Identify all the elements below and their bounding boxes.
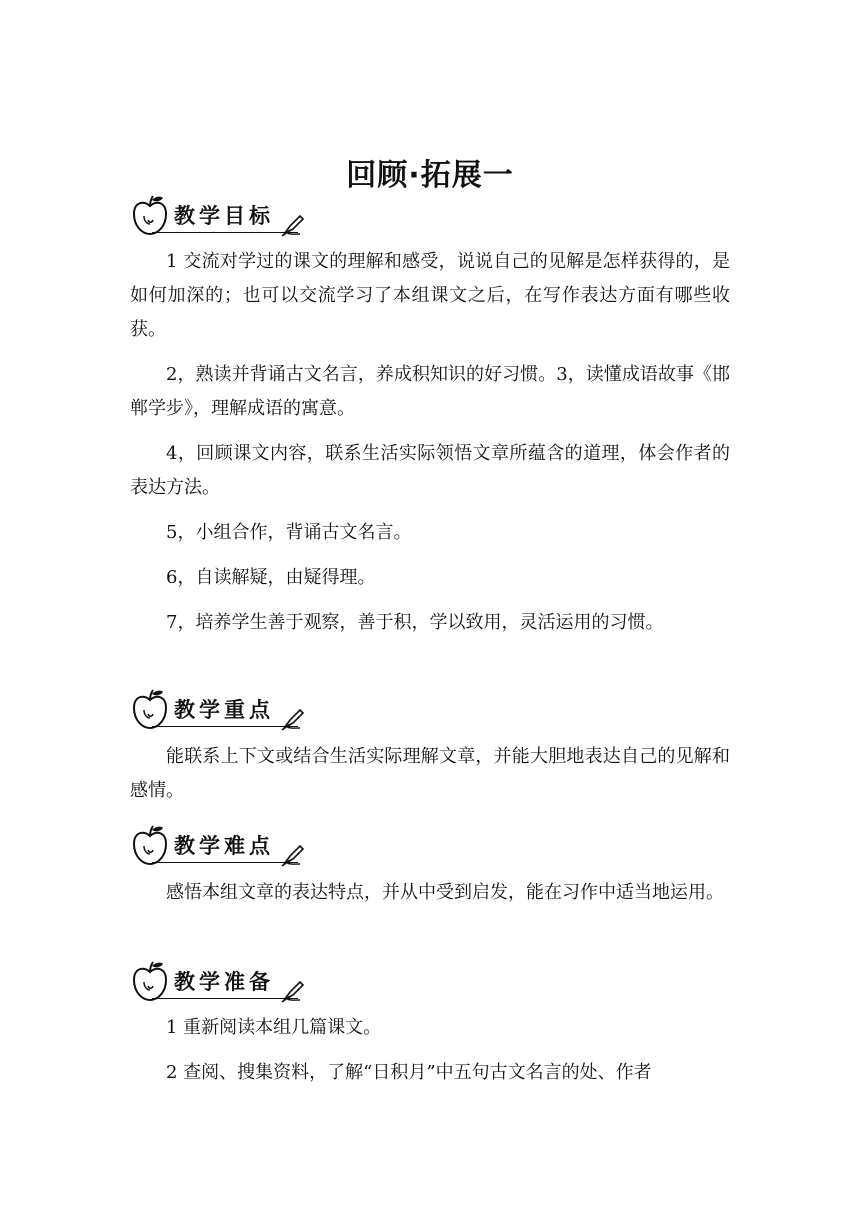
heading-underline [152, 232, 298, 233]
pen-icon [280, 978, 306, 1004]
paragraph: 7，培养学生善于观察，善于积，学以致用，灵活运用的习惯。 [166, 612, 664, 633]
paragraph: 4，回顾课文内容，联系生活实际领悟文章所蕴含的道理，体会作者的表达方法。 [130, 443, 730, 498]
heading-underline [152, 998, 298, 999]
paragraph: 6，自读解疑，由疑得理。 [166, 567, 376, 588]
section-heading-preparation [130, 960, 320, 1006]
page-title: 回顾·拓展一 [346, 158, 514, 193]
pen-icon [280, 212, 306, 238]
section-heading-key-points [130, 688, 320, 734]
section-body-difficulties [130, 876, 730, 921]
section-heading-label: 教学目标 [174, 204, 274, 228]
paragraph: 1 重新阅读本组几篇课文。 [166, 1017, 382, 1038]
paragraph: 2，熟读并背诵古文名言，养成积知识的好习惯。3，读懂成语故事《邯郸学步》，理解成语的寓意。 [130, 364, 730, 419]
paragraph: 1 交流对学过的课文的理解和感受，说说自己的见解是怎样获得的，是如何加深的；也可以交流学习了本组课文之后，在写作表达方面有哪些收获。 [130, 251, 730, 340]
section-heading-label: 教学难点 [174, 834, 274, 858]
section-heading-objectives [130, 194, 320, 240]
paragraph: 2 查阅、搜集资料，了解“日积月”中五句古文名言的处、作者 [166, 1062, 652, 1083]
paragraph: 感悟本组文章的表达特点，并从中受到启发，能在习作中适当地运用。 [166, 882, 724, 903]
heading-underline [152, 726, 298, 727]
section-body-objectives [130, 245, 730, 651]
heading-underline [152, 862, 298, 863]
paragraph: 能联系上下文或结合生活实际理解文章，并能大胆地表达自己的见解和感情。 [130, 746, 730, 801]
section-heading-label: 教学准备 [174, 970, 274, 994]
pen-icon [280, 842, 306, 868]
section-heading-label: 教学重点 [174, 698, 274, 722]
section-body-key-points [130, 740, 730, 819]
section-heading-difficulties [130, 824, 320, 870]
paragraph: 5，小组合作，背诵古文名言。 [166, 522, 412, 543]
pen-icon [280, 706, 306, 732]
section-body-preparation [130, 1011, 730, 1101]
